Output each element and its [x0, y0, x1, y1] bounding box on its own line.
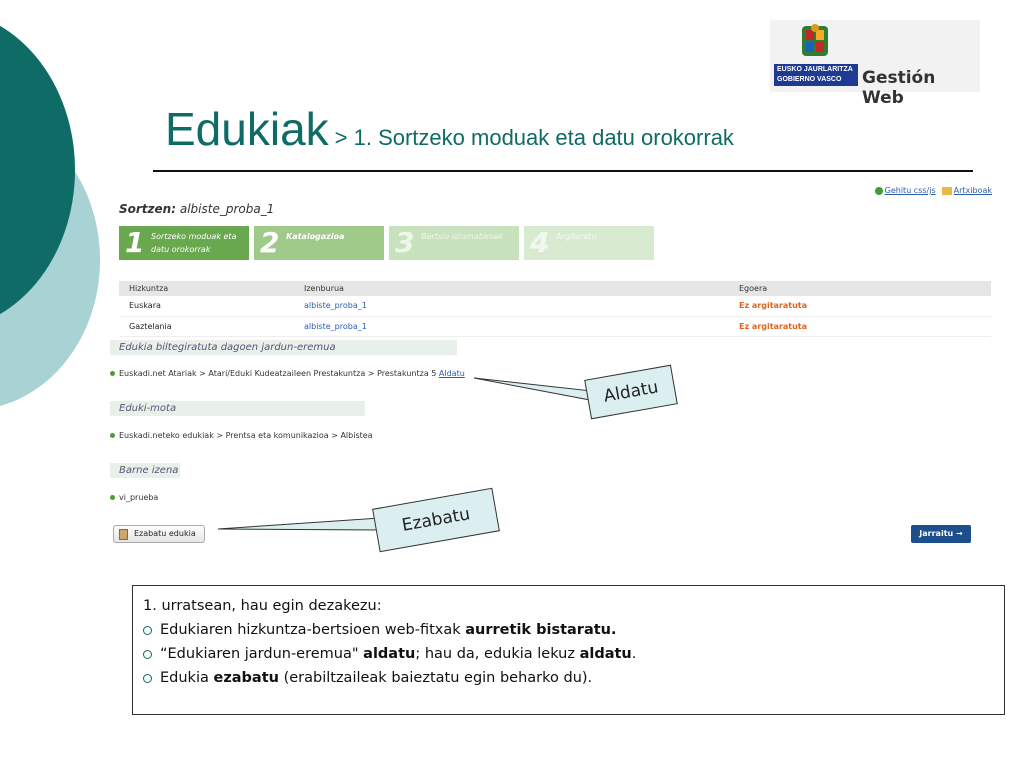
- row-language: Gaztelania: [119, 316, 294, 336]
- row-status: Ez argitaratuta: [729, 296, 991, 316]
- internal-name-value: vi_prueba: [110, 493, 158, 502]
- info-box: [132, 585, 1005, 715]
- table-header-row: [119, 281, 991, 296]
- bullet-icon: [110, 371, 115, 376]
- folder-icon: [942, 187, 952, 195]
- add-icon: [875, 187, 883, 195]
- col-status: Egoera: [729, 281, 991, 296]
- info-bullet-1: Edukiaren hizkuntza-bertsioen web-fitxak aurretik bistaratu.: [143, 618, 994, 642]
- table-row: [119, 316, 991, 336]
- col-title: Izenburua: [294, 281, 729, 296]
- title-divider: [153, 170, 973, 172]
- internal-name-heading: Barne izena: [110, 463, 180, 478]
- bullet-icon: [110, 495, 115, 500]
- creating-heading: Sortzen: albiste_proba_1: [119, 202, 275, 216]
- government-label: EUSKO JAURLARITZA GOBIERNO VASCO: [774, 64, 858, 86]
- wizard-steps: [119, 226, 659, 260]
- embedded-screenshot: [110, 182, 994, 552]
- jardun-heading: Edukia biltegiratuta dagoen jardun-eremua: [110, 340, 457, 355]
- trash-icon: [119, 529, 128, 540]
- info-intro: 1. urratsean, hau egin dezakezu:: [143, 598, 382, 614]
- gobierno-vasco-logo: [770, 20, 980, 108]
- step-3[interactable]: 3 Bertsio idiomatikoak: [389, 226, 519, 260]
- change-area-link[interactable]: Aldatu: [438, 369, 465, 378]
- step-1[interactable]: 1 Sortzeko moduak eta datu orokorrak: [119, 226, 249, 260]
- title-sub: > 1. Sortzeko moduak eta datu orokorrak: [334, 125, 734, 150]
- slide-title: [165, 102, 734, 156]
- info-bullet-2: “Edukiaren jardun-eremua" aldatu; hau da, edukia lekuz aldatu.: [143, 642, 994, 666]
- row-title-link[interactable]: albiste_proba_1: [294, 316, 729, 336]
- circle-bullet-icon: [143, 674, 152, 683]
- info-bullet-3: Edukia ezabatu (erabiltzaileak baieztatu egin beharko du).: [143, 666, 994, 690]
- language-versions-table: [119, 281, 991, 337]
- col-language: Hizkuntza: [119, 281, 294, 296]
- add-css-js-link[interactable]: Gehitu css/js: [875, 186, 936, 195]
- aldatu-callout: Aldatu: [584, 365, 678, 420]
- row-language: Euskara: [119, 296, 294, 316]
- ezabatu-callout: Ezabatu: [372, 488, 500, 553]
- coat-of-arms-icon: [792, 24, 838, 58]
- delete-content-button[interactable]: Ezabatu edukia: [113, 525, 205, 543]
- title-main: Edukiak: [165, 103, 329, 155]
- circle-bullet-icon: [143, 626, 152, 635]
- step-2[interactable]: 2 Katalogazioa: [254, 226, 384, 260]
- circle-bullet-icon: [143, 650, 152, 659]
- jardun-path: Euskadi.net Atariak > Atari/Eduki Kudeatzaileen Prestakuntza > Prestakuntza 5 Aldatu: [110, 369, 465, 378]
- continue-button[interactable]: Jarraitu →: [911, 525, 971, 543]
- top-links: [875, 186, 992, 195]
- row-status: Ez argitaratuta: [729, 316, 991, 336]
- content-type-path: Euskadi.neteko edukiak > Prentsa eta komunikazioa > Albistea: [110, 431, 373, 440]
- files-link[interactable]: Artxiboak: [942, 186, 992, 195]
- content-type-heading: Eduki-mota: [110, 401, 365, 416]
- product-name: Gestión Web: [862, 68, 936, 108]
- bullet-icon: [110, 433, 115, 438]
- step-4[interactable]: 4 Argitaratu: [524, 226, 654, 260]
- row-title-link[interactable]: albiste_proba_1: [294, 296, 729, 316]
- table-row: [119, 296, 991, 316]
